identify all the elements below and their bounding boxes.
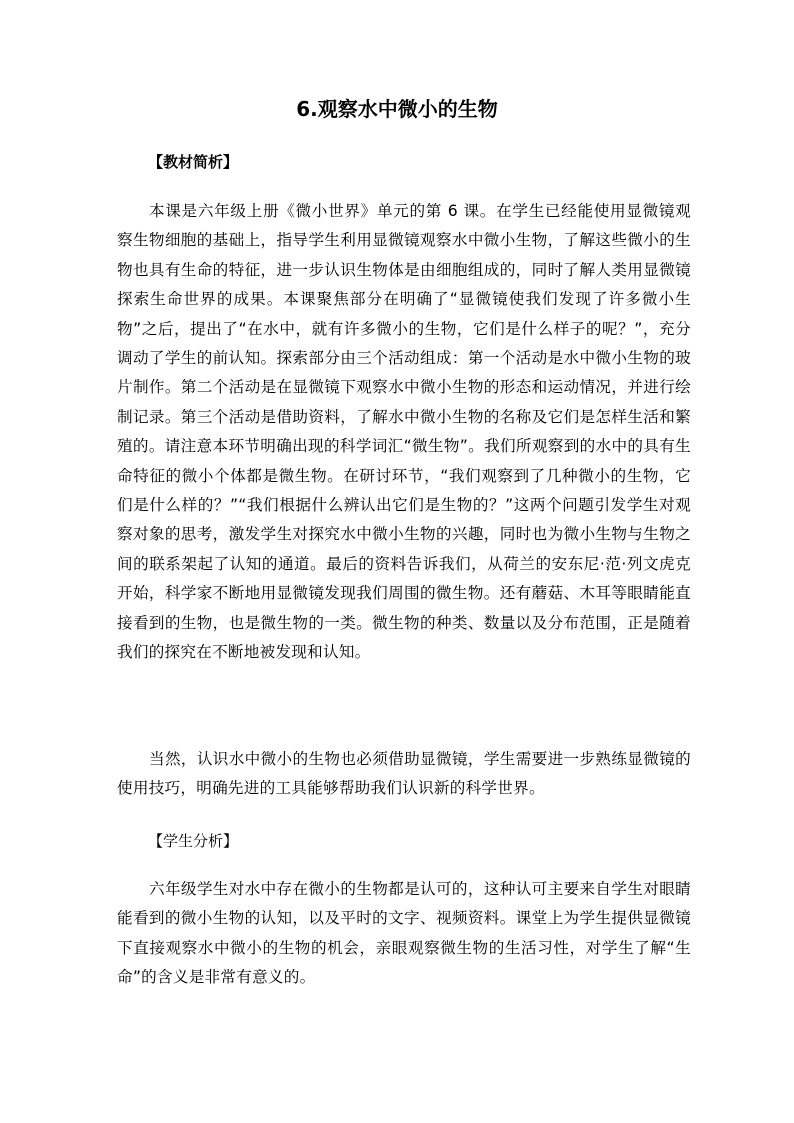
paragraph-student-analysis-1: 六年级学生对水中存在微小的生物都是认可的，这种认可主要来自学生对眼睛能看到的微小生物的认知，以及平时的文字、视频资料。课堂上为学生提供显微镜下直接观察水中微小的生物的机会，亲眼观察微生物的生活习性，对学生了解“生命”的含义是非常有意义的。 [117, 880, 691, 987]
section-heading-textbook-analysis: 【教材简析】 [148, 153, 239, 171]
paragraph-textbook-analysis-2: 当然，认识水中微小的生物也必须借助显微镜，学生需要进一步熟练显微镜的使用技巧，明确先进的工具能够帮助我们认识新的科学世界。 [117, 750, 691, 798]
paragraph-textbook-analysis-1: 本课是六年级上册《微小世界》单元的第 6 课。在学生已经能使用显微镜观察生物细胞的基础上，指导学生利用显微镜观察水中微小生物，了解这些微小的生物也具有生命的特征，进一步认识生物体是由细胞组成的，同时了解人类用显微镜探索生命世界的成果。本课聚焦部分在明确了“显微镜使我们发现了许多微小生物”之后，提出了“在水中，就有许多微小的生物，它们是什么样子的呢？”，充分调动了学生的前认知。探索部分由三个活动组成：第一个活动是水中微小生物的玻片制作。第二个活动是在显微镜下观察水中微小生物的形态和运动情况，并进行绘制记录。第三个活动是借助资料，了解水中微小生物的名称及它们是怎样生活和繁殖的。请注意本环节明确出现的科学词汇“微生物”。我们所观察到的水中的具有生命特征的微小个体都是微生物。在研讨环节，“我们观察到了几种微小的生物，它们是什么样的？”“我们根据什么辨认出它们是生物的？”这两个问题引发学生对观察对象的思考，激发学生对探究水中微小生物的兴趣，同时也为微小生物与生物之间的联系架起了认知的通道。最后的资料告诉我们，从荷兰的安东尼·范·列文虎克开始，科学家不断地用显微镜发现我们周围的微生物。还有蘑菇、木耳等眼睛能直接看到的生物，也是微生物的一类。微生物的种类、数量以及分布范围，正是随着我们的探究在不断地被发现和认知。 [117, 202, 691, 662]
document-title: 6.观察水中微小的生物 [296, 97, 498, 121]
section-heading-student-analysis: 【学生分析】 [148, 832, 239, 850]
